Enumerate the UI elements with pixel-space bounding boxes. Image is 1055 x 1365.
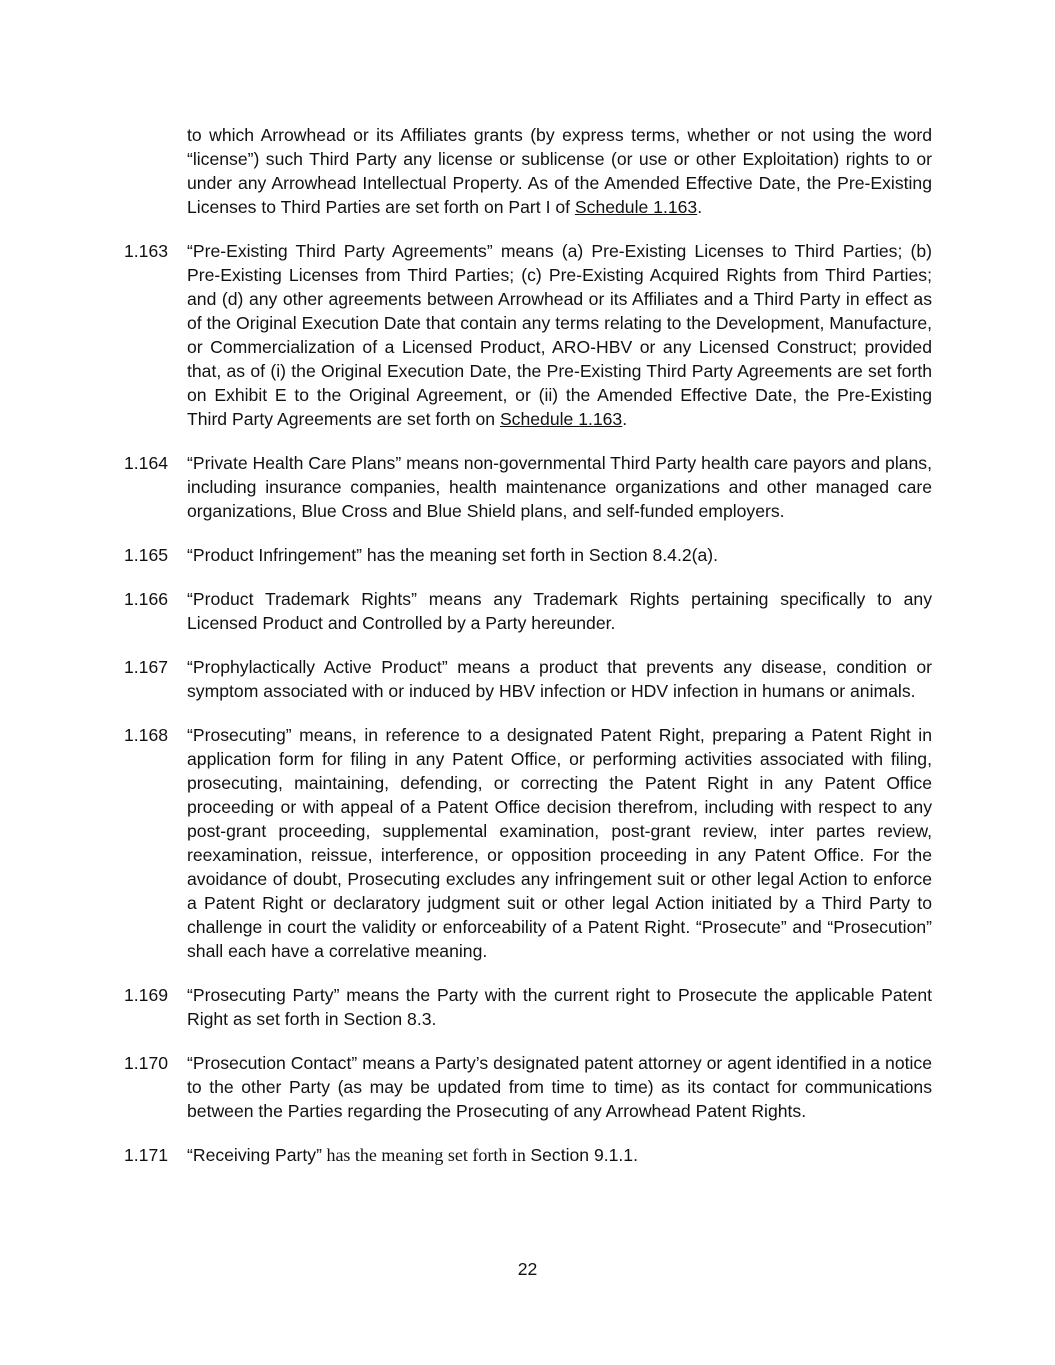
section-number: 1.166	[124, 589, 169, 609]
intro-text-b: .	[697, 197, 703, 217]
definition-text: “Prosecution Contact” means a Party’s designated patent attorney or agent identified in a notice to the other Party (as may be updated from time to time) as its contact for communications between the Parties regarding the Prosecuting of any Arrowhead Patent Rights.	[187, 1053, 932, 1121]
definition-1-163	[124, 239, 932, 431]
page-number: 22	[517, 1259, 538, 1279]
definition-1-169	[124, 983, 932, 1031]
section-number: 1.164	[124, 453, 169, 473]
schedule-reference: Schedule 1.163	[574, 197, 698, 217]
definition-1-165	[124, 543, 932, 567]
section-number: 1.170	[124, 1053, 169, 1073]
definition-text: “Prosecuting Party” means the Party with the current right to Prosecute the applicable Patent Right as set forth in Section 8.3.	[187, 985, 932, 1029]
definition-text	[187, 1143, 932, 1167]
definition-1-167	[124, 655, 932, 703]
defined-term: “Receiving Party”	[187, 1145, 322, 1165]
section-number: 1.163	[124, 241, 169, 261]
definition-text: “Product Infringement” has the meaning set forth in Section 8.4.2(a).	[187, 545, 719, 565]
definition-text: “Prophylactically Active Product” means a product that prevents any disease, condition or symptom associated with or induced by HBV infection or HDV infection in humans or animals.	[187, 657, 932, 701]
section-number: 1.169	[124, 985, 169, 1005]
definition-1-164	[124, 451, 932, 523]
continued-paragraph	[187, 123, 932, 219]
definition-1-168	[124, 723, 932, 963]
definition-1-171	[124, 1143, 932, 1167]
section-number: 1.165	[124, 545, 169, 565]
definition-text: “Prosecuting” means, in reference to a designated Patent Right, preparing a Patent Right in application form for filing in any Patent Office, or performing activities associated with filing, prosecuting, maintaining, defending, or correcting the Patent Right in any Patent Office proceeding or with appeal of a Patent Office decision therefrom, including with respect to any post-grant proceeding, supplemental examination, post-grant review, inter partes review, reexamination, reissue, interference, or opposition proceeding in any Patent Office. For the avoidance of doubt, Prosecuting excludes any infringement suit or other legal Action to enforce a Patent Right or declaratory judgment suit or other legal Action initiated by a Third Party to challenge in court the validity or enforceability of a Patent Right. “Prosecute” and “Prosecution” shall each have a correlative meaning.	[187, 725, 932, 961]
definition-1-166	[124, 587, 932, 635]
schedule-reference: Schedule 1.163	[499, 409, 623, 429]
section-number: 1.171	[124, 1145, 169, 1165]
definition-text-a: “Pre-Existing Third Party Agreements” means (a) Pre-Existing Licenses to Third Parties; (b) Pre-Existing Licenses from Third Parties; (c) Pre-Existing Acquired Rights from Third Parties; and (d) any other agreements between Arrowhead or its Affiliates and a Third Party in effect as of the Original Execution Date that contain any terms relating to the Development, Manufacture, or Commercialization of a Licensed Product, ARO-HBV or any Licensed Construct; provided that, as of (i) the Original Execution Date, the Pre-Existing Third Party Agreements are set forth on Exhibit E to the Original Agreement, or (ii) the Amended Effective Date, the Pre-Existing Third Party Agreements are set forth on	[187, 241, 932, 429]
definition-text	[187, 239, 932, 431]
definition-text: “Product Trademark Rights” means any Trademark Rights pertaining specifically to any Licensed Product and Controlled by a Party hereunder.	[187, 589, 932, 633]
intro-text-a: to which Arrowhead or its Affiliates grants (by express terms, whether or not using the word “license”) such Third Party any license or sublicense (or use or other Exploitation) rights to or under any Arrowhead Intellectual Property. As of the Amended Effective Date, the Pre-Existing Licenses to Third Parties are set forth on Part I of	[187, 125, 932, 217]
document-body	[124, 123, 932, 1187]
definition-1-170	[124, 1051, 932, 1123]
section-reference: Section 9.1.1.	[530, 1145, 638, 1165]
section-number: 1.168	[124, 725, 169, 745]
definition-text-b: .	[622, 409, 628, 429]
section-number: 1.167	[124, 657, 169, 677]
definition-text: “Private Health Care Plans” means non-governmental Third Party health care payors and plans, including insurance companies, health maintenance organizations and other managed care organizations, Blue Cross and Blue Shield plans, and self-funded employers.	[187, 453, 932, 521]
definition-text-serif: has the meaning set forth in	[321, 1145, 531, 1165]
